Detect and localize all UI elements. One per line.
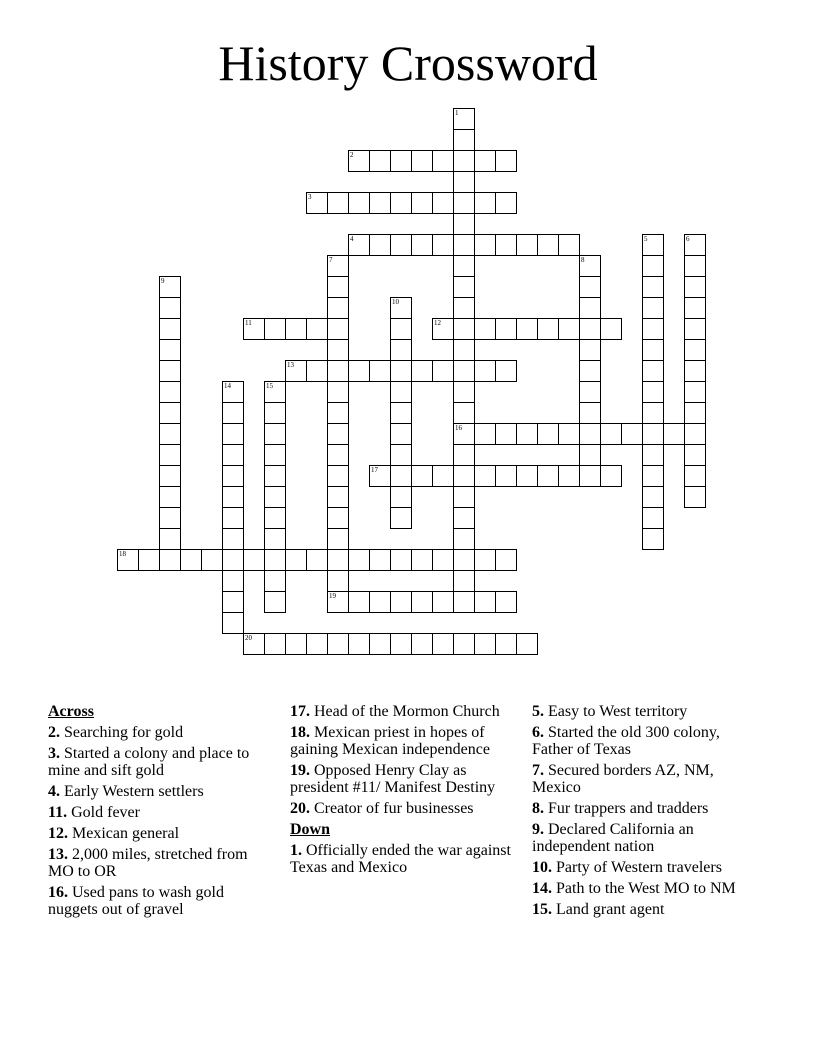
grid-cell[interactable]	[327, 528, 349, 550]
down-heading: Down	[290, 821, 331, 838]
clue-number-label: 16	[455, 424, 462, 432]
grid-cell[interactable]	[432, 591, 454, 613]
grid-cell[interactable]	[495, 234, 517, 256]
clue-across-13: 13. 2,000 miles, stretched from MO to OR	[48, 846, 248, 880]
grid-cell[interactable]	[453, 507, 475, 529]
page-title: History Crossword	[218, 35, 598, 91]
grid-cell[interactable]	[684, 297, 706, 319]
grid-cell[interactable]	[264, 444, 286, 466]
grid-cell[interactable]	[327, 360, 349, 382]
grid-cell[interactable]	[579, 465, 601, 487]
grid-cell[interactable]	[306, 360, 328, 382]
grid-cell[interactable]	[516, 465, 538, 487]
grid-cell[interactable]	[642, 381, 664, 403]
clues-column-2	[290, 703, 512, 880]
clue-down-1: 1. Officially ended the war against Texas and Mexico	[290, 842, 511, 876]
grid-cell[interactable]	[453, 276, 475, 298]
grid-cell[interactable]	[558, 318, 580, 340]
grid-cell[interactable]	[264, 402, 286, 424]
grid-cell[interactable]	[222, 507, 244, 529]
grid-cell[interactable]	[642, 360, 664, 382]
grid-cell[interactable]	[579, 297, 601, 319]
grid-cell[interactable]	[327, 465, 349, 487]
grid-cell[interactable]	[474, 234, 496, 256]
grid-cell[interactable]	[327, 444, 349, 466]
clue-number-label: 19	[329, 592, 336, 600]
clue-down-6: 6. Started the old 300 colony, Father of Texas	[532, 724, 720, 758]
grid-cell[interactable]	[327, 297, 349, 319]
clue-number-label: 8	[581, 256, 585, 264]
grid-cell[interactable]	[453, 297, 475, 319]
grid-cell[interactable]	[579, 360, 601, 382]
grid-cell[interactable]	[180, 549, 202, 571]
grid-cell[interactable]	[264, 570, 286, 592]
clue-across-16: 16. Used pans to wash gold nuggets out of gravel	[48, 884, 224, 918]
grid-cell[interactable]	[327, 276, 349, 298]
grid-cell[interactable]	[159, 444, 181, 466]
grid-cell[interactable]	[474, 423, 496, 445]
grid-cell[interactable]	[495, 591, 517, 613]
grid-cell[interactable]	[453, 486, 475, 508]
grid-cell[interactable]	[453, 360, 475, 382]
grid-cell[interactable]	[243, 549, 265, 571]
grid-cell[interactable]	[579, 276, 601, 298]
grid-cell[interactable]	[411, 150, 433, 172]
grid-cell[interactable]	[411, 360, 433, 382]
grid-cell[interactable]	[411, 591, 433, 613]
grid-cell[interactable]	[348, 633, 370, 655]
grid-cell[interactable]	[579, 402, 601, 424]
grid-cell[interactable]	[327, 486, 349, 508]
grid-cell[interactable]	[348, 192, 370, 214]
clue-number-label: 1	[455, 109, 459, 117]
grid-cell[interactable]	[537, 465, 559, 487]
grid-cell[interactable]	[327, 423, 349, 445]
grid-cell[interactable]	[222, 591, 244, 613]
grid-cell[interactable]	[159, 528, 181, 550]
grid-cell[interactable]	[516, 318, 538, 340]
clue-number-label: 5	[644, 235, 648, 243]
grid-cell[interactable]	[159, 486, 181, 508]
grid-cell[interactable]	[474, 549, 496, 571]
grid-cell[interactable]	[495, 633, 517, 655]
grid-cell[interactable]	[579, 423, 601, 445]
grid-cell[interactable]	[159, 549, 181, 571]
grid-cell[interactable]	[684, 486, 706, 508]
grid-cell[interactable]	[327, 318, 349, 340]
grid-cell[interactable]	[411, 192, 433, 214]
clue-number-label: 15	[266, 382, 273, 390]
grid-cell[interactable]	[558, 465, 580, 487]
grid-cell[interactable]	[348, 360, 370, 382]
grid-cell[interactable]	[642, 339, 664, 361]
grid-cell[interactable]	[621, 423, 643, 445]
grid-cell[interactable]	[264, 465, 286, 487]
grid-cell[interactable]	[411, 465, 433, 487]
grid-cell[interactable]	[453, 402, 475, 424]
grid-cell[interactable]	[684, 402, 706, 424]
grid-cell[interactable]	[516, 234, 538, 256]
grid-cell[interactable]	[453, 633, 475, 655]
grid-cell[interactable]	[264, 528, 286, 550]
grid-cell[interactable]	[159, 360, 181, 382]
clue-across-12: 12. Mexican general	[48, 825, 180, 842]
grid-cell[interactable]	[390, 633, 412, 655]
grid-cell[interactable]	[390, 507, 412, 529]
grid-cell[interactable]	[474, 465, 496, 487]
grid-cell[interactable]	[642, 402, 664, 424]
grid-cell[interactable]	[516, 633, 538, 655]
clue-number-label: 17	[371, 466, 378, 474]
grid-cell[interactable]	[579, 339, 601, 361]
grid-cell[interactable]	[390, 549, 412, 571]
grid-cell[interactable]	[684, 339, 706, 361]
grid-cell[interactable]	[264, 549, 286, 571]
grid-cell[interactable]	[642, 444, 664, 466]
grid-cell[interactable]	[495, 150, 517, 172]
grid-cell[interactable]	[558, 234, 580, 256]
grid-cell[interactable]	[327, 570, 349, 592]
grid-cell[interactable]	[600, 465, 622, 487]
grid-cell[interactable]	[432, 234, 454, 256]
grid-cell[interactable]	[474, 633, 496, 655]
grid-cell[interactable]	[306, 549, 328, 571]
grid-cell[interactable]	[222, 612, 244, 634]
grid-cell[interactable]	[495, 360, 517, 382]
grid-cell[interactable]	[285, 318, 307, 340]
grid-cell[interactable]	[642, 276, 664, 298]
clue-across-17: 17. Head of the Mormon Church	[290, 703, 500, 720]
grid-cell[interactable]	[495, 465, 517, 487]
clue-number-label: 13	[287, 361, 294, 369]
grid-cell[interactable]	[642, 297, 664, 319]
grid-cell[interactable]	[453, 444, 475, 466]
grid-cell[interactable]	[411, 549, 433, 571]
grid-cell[interactable]	[348, 549, 370, 571]
grid-cell[interactable]	[537, 423, 559, 445]
grid-cell[interactable]	[453, 318, 475, 340]
grid-cell[interactable]	[159, 318, 181, 340]
grid-cell[interactable]	[432, 360, 454, 382]
grid-cell[interactable]	[453, 234, 475, 256]
clue-down-5: 5. Easy to West territory	[532, 703, 688, 720]
grid-cell[interactable]	[411, 234, 433, 256]
grid-cell[interactable]	[642, 318, 664, 340]
grid-cell[interactable]	[474, 360, 496, 382]
grid-cell[interactable]	[390, 444, 412, 466]
clues-column-3	[532, 703, 754, 922]
grid-cell[interactable]	[495, 192, 517, 214]
clue-across-2: 2. Searching for gold	[48, 724, 184, 741]
grid-cell[interactable]	[390, 318, 412, 340]
grid-cell[interactable]	[390, 234, 412, 256]
grid-cell[interactable]	[390, 192, 412, 214]
grid-cell[interactable]	[159, 465, 181, 487]
grid-cell[interactable]	[138, 549, 160, 571]
grid-cell[interactable]	[663, 423, 685, 445]
clue-number-label: 9	[161, 277, 165, 285]
clue-number-label: 11	[245, 319, 252, 327]
grid-cell[interactable]	[453, 171, 475, 193]
grid-cell[interactable]	[495, 318, 517, 340]
grid-cell[interactable]	[390, 465, 412, 487]
grid-cell[interactable]	[327, 402, 349, 424]
grid-cell[interactable]	[201, 549, 223, 571]
grid-cell[interactable]	[222, 549, 244, 571]
grid-cell[interactable]	[453, 192, 475, 214]
grid-cell[interactable]	[390, 591, 412, 613]
grid-cell[interactable]	[684, 381, 706, 403]
grid-cell[interactable]	[453, 150, 475, 172]
grid-cell[interactable]	[453, 549, 475, 571]
grid-cell[interactable]	[306, 318, 328, 340]
clue-number-label: 12	[434, 319, 441, 327]
grid-cell[interactable]	[411, 633, 433, 655]
grid-cell[interactable]	[600, 318, 622, 340]
grid-cell[interactable]	[432, 633, 454, 655]
grid-cell[interactable]	[684, 423, 706, 445]
grid-cell[interactable]	[369, 633, 391, 655]
clue-number-label: 4	[350, 235, 354, 243]
grid-cell[interactable]	[432, 549, 454, 571]
grid-cell[interactable]	[474, 192, 496, 214]
grid-cell[interactable]	[453, 255, 475, 277]
grid-cell[interactable]	[222, 465, 244, 487]
clue-number-label: 2	[350, 151, 354, 159]
grid-cell[interactable]	[285, 549, 307, 571]
grid-cell[interactable]	[264, 486, 286, 508]
grid-cell[interactable]	[684, 360, 706, 382]
grid-cell[interactable]	[222, 570, 244, 592]
grid-cell[interactable]	[390, 402, 412, 424]
grid-cell[interactable]	[159, 339, 181, 361]
grid-cell[interactable]	[327, 192, 349, 214]
grid-cell[interactable]	[579, 318, 601, 340]
grid-cell[interactable]	[642, 465, 664, 487]
clue-down-9: 9. Declared California an independent nation	[532, 821, 694, 855]
grid-cell[interactable]	[390, 423, 412, 445]
grid-cell[interactable]	[579, 381, 601, 403]
grid-cell[interactable]	[264, 591, 286, 613]
clues-column-1	[48, 703, 270, 922]
grid-cell[interactable]	[453, 528, 475, 550]
clue-number-label: 20	[245, 634, 252, 642]
clue-across-3: 3. Started a colony and place to mine and sift gold	[48, 745, 250, 779]
grid-cell[interactable]	[390, 339, 412, 361]
grid-cell[interactable]	[474, 150, 496, 172]
clue-down-10: 10. Party of Western travelers	[532, 859, 722, 876]
clue-down-15: 15. Land grant agent	[532, 901, 665, 918]
clue-number-label: 10	[392, 298, 399, 306]
grid-cell[interactable]	[264, 507, 286, 529]
grid-cell[interactable]	[369, 192, 391, 214]
grid-cell[interactable]	[222, 423, 244, 445]
grid-cell[interactable]	[348, 591, 370, 613]
grid-cell[interactable]	[453, 129, 475, 151]
grid-cell[interactable]	[432, 150, 454, 172]
grid-cell[interactable]	[222, 528, 244, 550]
grid-cell[interactable]	[537, 234, 559, 256]
grid-cell[interactable]	[390, 360, 412, 382]
clue-across-4: 4. Early Western settlers	[48, 783, 204, 800]
grid-cell[interactable]	[495, 423, 517, 445]
grid-cell[interactable]	[642, 486, 664, 508]
grid-cell[interactable]	[390, 150, 412, 172]
grid-cell[interactable]	[684, 276, 706, 298]
clue-number-label: 14	[224, 382, 231, 390]
grid-cell[interactable]	[684, 465, 706, 487]
grid-cell[interactable]	[327, 381, 349, 403]
grid-cell[interactable]	[222, 402, 244, 424]
grid-cell[interactable]	[474, 591, 496, 613]
grid-cell[interactable]	[474, 318, 496, 340]
grid-cell[interactable]	[264, 633, 286, 655]
across-heading: Across	[48, 703, 94, 720]
grid-cell[interactable]	[642, 507, 664, 529]
grid-cell[interactable]	[390, 486, 412, 508]
grid-cell[interactable]	[642, 528, 664, 550]
grid-cell[interactable]	[495, 549, 517, 571]
grid-cell[interactable]	[159, 402, 181, 424]
grid-cell[interactable]	[369, 360, 391, 382]
clue-across-18: 18. Mexican priest in hopes of gaining Mexican independence	[290, 724, 490, 758]
grid-cell[interactable]	[432, 192, 454, 214]
clue-number-label: 3	[308, 193, 312, 201]
grid-cell[interactable]	[264, 423, 286, 445]
clue-across-19: 19. Opposed Henry Clay as president #11/ Manifest Destiny	[290, 762, 496, 796]
grid-cell[interactable]	[453, 381, 475, 403]
grid-cell[interactable]	[327, 339, 349, 361]
grid-cell[interactable]	[159, 423, 181, 445]
grid-cell[interactable]	[390, 381, 412, 403]
grid-cell[interactable]	[264, 318, 286, 340]
grid-cell[interactable]	[159, 297, 181, 319]
grid-cell[interactable]	[516, 423, 538, 445]
grid-cell[interactable]	[369, 234, 391, 256]
grid-cell[interactable]	[369, 549, 391, 571]
grid-cell[interactable]	[453, 591, 475, 613]
clue-down-14: 14. Path to the West MO to NM	[532, 880, 736, 897]
grid-cell[interactable]	[642, 255, 664, 277]
grid-cell[interactable]	[369, 591, 391, 613]
grid-cell[interactable]	[453, 465, 475, 487]
grid-cell[interactable]	[369, 150, 391, 172]
grid-cell[interactable]	[285, 633, 307, 655]
grid-cell[interactable]	[684, 255, 706, 277]
grid-cell[interactable]	[684, 444, 706, 466]
grid-cell[interactable]	[453, 570, 475, 592]
grid-cell[interactable]	[684, 318, 706, 340]
clue-down-8: 8. Fur trappers and tradders	[532, 800, 709, 817]
grid-cell[interactable]	[579, 444, 601, 466]
grid-cell[interactable]	[642, 423, 664, 445]
grid-cell[interactable]	[600, 423, 622, 445]
grid-cell[interactable]	[453, 339, 475, 361]
clue-down-7: 7. Secured borders AZ, NM, Mexico	[532, 762, 714, 796]
grid-cell[interactable]	[537, 318, 559, 340]
grid-cell[interactable]	[558, 423, 580, 445]
grid-cell[interactable]	[327, 549, 349, 571]
clue-number-label: 6	[686, 235, 690, 243]
grid-cell[interactable]	[327, 633, 349, 655]
grid-cell[interactable]	[327, 507, 349, 529]
grid-cell[interactable]	[453, 213, 475, 235]
clue-across-11: 11. Gold fever	[48, 804, 140, 821]
clue-number-label: 18	[119, 550, 126, 558]
grid-cell[interactable]	[222, 444, 244, 466]
clue-number-label: 7	[329, 256, 333, 264]
grid-cell[interactable]	[159, 381, 181, 403]
grid-cell[interactable]	[432, 465, 454, 487]
grid-cell[interactable]	[159, 507, 181, 529]
grid-cell[interactable]	[222, 486, 244, 508]
grid-cell[interactable]	[306, 633, 328, 655]
clue-across-20: 20. Creator of fur businesses	[290, 800, 474, 817]
